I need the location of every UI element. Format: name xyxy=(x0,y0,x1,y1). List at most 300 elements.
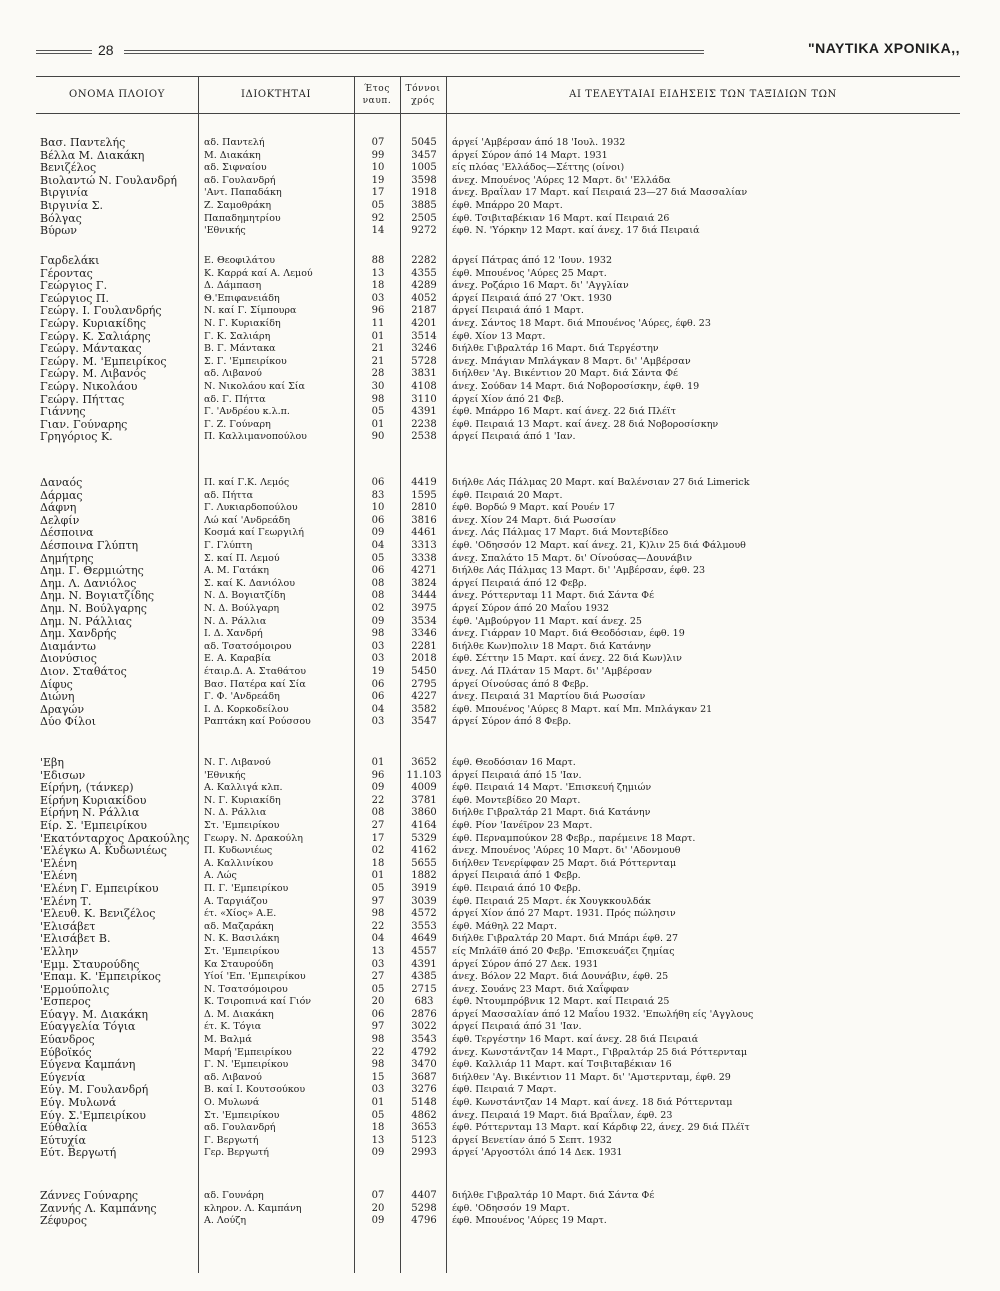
cell-name: Ζάννες Γούναρης xyxy=(40,1189,139,1202)
cell-owner: Ν. Νικολάου καί Σία xyxy=(204,380,305,392)
cell-news: διήλθεν Τενερίφφαν 25 Μαρτ. διά Ρόττερνταμ xyxy=(452,857,677,869)
table-row xyxy=(36,933,960,946)
cell-name: Δάρμας xyxy=(40,488,83,502)
cell-tons: 3514 xyxy=(411,330,437,342)
cell-name: Βιργινία Σ. xyxy=(40,198,103,212)
table-row xyxy=(36,225,960,238)
table-row xyxy=(36,833,960,846)
cell-name: Εύγενία xyxy=(40,1070,86,1084)
cell-name: 'Εβη xyxy=(40,756,65,769)
table-row xyxy=(36,984,960,997)
cell-news: άργεί Πάτρας άπό 12 'Ιουν. 1932 xyxy=(452,255,612,266)
cell-year: 06 xyxy=(371,678,385,690)
cell-year: 01 xyxy=(371,418,385,430)
cell-tons: 5045 xyxy=(411,137,437,148)
cell-tons: 3687 xyxy=(411,1071,437,1083)
cell-tons: 3346 xyxy=(411,628,437,640)
cell-name: Είρήνη Κυριακίδου xyxy=(40,793,147,807)
cell-year: 98 xyxy=(371,628,385,640)
cell-year: 06 xyxy=(371,514,385,526)
cell-news: άνεχ. Σούδαν 14 Μαρτ. διά Νοβοροσίσκην, έφθ. 19 xyxy=(452,380,700,392)
cell-owner: έτ. «Χίος» Α.Ε. xyxy=(204,908,277,920)
cell-name: 'Ελλην xyxy=(40,944,79,958)
cell-tons: 4649 xyxy=(411,933,437,945)
cell-name: Είρ. Σ. 'Εμπειρίκου xyxy=(40,818,147,832)
cell-owner: Γ. Κ. Σαλιάρη xyxy=(204,330,271,342)
cell-tons: 4009 xyxy=(411,782,437,794)
cell-tons: 2187 xyxy=(411,305,437,317)
table-row xyxy=(36,679,960,692)
cell-news: άνεχ. Κωνστάντζαν 14 Μαρτ., Γιβραλτάρ 25 διά Ρόττερνταμ xyxy=(452,1046,748,1058)
page-number: 28 xyxy=(98,42,114,58)
cell-name: 'Ελένη Γ. Εμπειρίκου xyxy=(40,881,159,895)
ship-group xyxy=(36,255,960,444)
cell-tons: 683 xyxy=(414,996,434,1008)
cell-owner: Σ. καί Κ. Δανιόλου xyxy=(204,577,296,589)
table-row xyxy=(36,578,960,591)
cell-name: Δημ. Γ. Θερμιώτης xyxy=(40,564,144,578)
cell-news: έφθ. Ν. 'Υόρκην 12 Μαρτ. καί άνεχ. 17 διά Πειραιά xyxy=(452,225,700,237)
cell-owner: Μ. Διακάκη xyxy=(204,149,261,161)
table-row xyxy=(36,565,960,578)
column-header-name: ΟΝΟΜΑ ΠΛΟΙΟΥ xyxy=(69,89,165,100)
cell-name: Είρήνη Ν. Ράλλια xyxy=(40,806,140,820)
cell-name: Ζαννής Λ. Καμπάνης xyxy=(40,1201,157,1215)
cell-owner: Α. Καλλινίκου xyxy=(204,857,274,869)
table-row xyxy=(36,305,960,318)
cell-tons: 2018 xyxy=(411,653,437,665)
cell-tons: 3543 xyxy=(411,1034,437,1046)
cell-news: έφθ. 'Οδησσόν 12 Μαρτ. καί άνεχ. 21, Κ)λιν 25 διά Φάλμουθ xyxy=(452,539,746,551)
cell-year: 96 xyxy=(371,769,385,781)
cell-year: 06 xyxy=(371,1008,385,1020)
cell-owner: Βασ. Πατέρα καί Σία xyxy=(204,678,306,690)
cell-tons: 4355 xyxy=(411,267,437,279)
cell-year: 97 xyxy=(371,1021,385,1033)
cell-year: 19 xyxy=(371,665,385,677)
cell-tons: 4391 xyxy=(411,406,437,418)
column-header-owner: ΙΔΙΟΚΤΗΤΑΙ xyxy=(240,89,312,100)
cell-owner: Μαρή 'Εμπειρίκου xyxy=(204,1046,292,1058)
cell-owner: Α. Λούζη xyxy=(204,1215,247,1227)
cell-tons: 4792 xyxy=(411,1046,437,1058)
cell-tons: 3110 xyxy=(411,393,437,405)
cell-year: 99 xyxy=(371,149,385,161)
table-row xyxy=(36,795,960,808)
cell-year: 09 xyxy=(371,527,385,539)
cell-year: 96 xyxy=(371,305,385,317)
cell-owner: Γ. Ν. 'Εμπειρίκου xyxy=(204,1059,289,1071)
cell-tons: 3444 xyxy=(411,590,437,602)
cell-tons: 3816 xyxy=(411,514,437,526)
cell-owner: αδ. Γουλανδρή xyxy=(204,174,276,186)
cell-news: άνεχ. Λάς Πάλμας 17 Μαρτ. διά Μοντεβίδεο xyxy=(452,527,669,539)
cell-owner: Γ. Γλύπτη xyxy=(204,539,253,551)
cell-news: άργεί Βενετίαν άπό 5 Σεπτ. 1932 xyxy=(452,1134,612,1146)
table-row xyxy=(36,406,960,419)
cell-owner: έταιρ.Δ. Α. Σταθάτου xyxy=(204,665,306,677)
cell-name: Γεώργ. Κυριακίδης xyxy=(40,316,147,330)
cell-year: 05 xyxy=(371,552,385,564)
table-row xyxy=(36,971,960,984)
table-row xyxy=(36,477,960,490)
cell-tons: 3276 xyxy=(411,1084,437,1096)
cell-year: 02 xyxy=(371,845,385,857)
cell-news: άνεχ. Μπουένος 'Αύρες 12 Μαρτ. δι' 'Ελλάδα xyxy=(452,174,671,186)
table-row xyxy=(36,820,960,833)
cell-news: άνεχ. Βραΐλαν 17 Μαρτ. καί Πειραιά 23—27 διά Μασσαλίαν xyxy=(452,187,748,199)
cell-owner: Α. Ταργιάζου xyxy=(204,895,268,907)
cell-tons: 3885 xyxy=(411,199,437,211)
cell-news: άνεχ. Σουάνς 23 Μαρτ. διά Χαΐφφαν xyxy=(452,983,630,995)
cell-news: έφθ. Μπάρρο 16 Μαρτ. καί άνεχ. 22 διά Πλέϊτ xyxy=(452,406,676,418)
cell-owner: Γ. Λυκιαρδοπούλου xyxy=(204,502,298,514)
cell-tons: 4227 xyxy=(411,691,437,703)
cell-owner: Ραπτάκη καί Ρούσσου xyxy=(204,716,311,728)
cell-tons: 3246 xyxy=(411,343,437,355)
table-row xyxy=(36,268,960,281)
table-row xyxy=(36,1059,960,1072)
cell-name: Γεώργ. Μ. Λιβανός xyxy=(40,367,147,381)
cell-owner: Ν. Δ. Βούλγαρη xyxy=(204,602,280,614)
cell-year: 03 xyxy=(371,640,385,652)
cell-news: έφθ. 'Αμβούργον 11 Μαρτ. καί άνεχ. 25 xyxy=(452,615,642,627)
cell-name: 'Ελισάβετ Β. xyxy=(40,932,111,946)
header-rule-middle xyxy=(124,50,704,51)
header-rule-middle-2 xyxy=(124,53,704,54)
cell-year: 98 xyxy=(371,393,385,405)
table-row xyxy=(36,490,960,503)
cell-owner: Δ. Μ. Διακάκη xyxy=(204,1008,274,1020)
cell-owner: Ε. Α. Καραβία xyxy=(204,653,272,665)
cell-news: άνεχ. Λά Πλάταν 15 Μαρτ. δι' 'Αμβέρσαν xyxy=(452,665,652,677)
cell-owner: Ν. Δ. Ράλλια xyxy=(204,807,267,819)
table-row xyxy=(36,896,960,909)
cell-year: 02 xyxy=(371,602,385,614)
cell-news: έφθ. Πειραιά 14 Μαρτ. 'Επισκευή ζημιών xyxy=(452,782,652,794)
cell-tons: 4108 xyxy=(411,380,437,392)
cell-news: διήλθεν 'Αγ. Βικέντιον 11 Μαρτ. δι' 'Αμστερνταμ, έφθ. 29 xyxy=(452,1071,731,1083)
cell-year: 04 xyxy=(371,933,385,945)
cell-news: έφθ. Μπουένος 'Αύρες 19 Μαρτ. xyxy=(452,1215,607,1227)
cell-name: Δαναός xyxy=(40,476,83,489)
cell-tons: 3919 xyxy=(411,882,437,894)
table-row xyxy=(36,318,960,331)
cell-tons: 1882 xyxy=(411,870,437,882)
cell-owner: Ε. Θεοφιλάτου xyxy=(204,255,275,266)
cell-news: διήλθε Κων)πολιν 18 Μαρτ. διά Κατάνην xyxy=(452,640,652,652)
cell-year: 14 xyxy=(371,225,385,237)
cell-owner: αδ. Πήττα xyxy=(204,489,254,501)
cell-news: άργεί 'Αργοστόλι άπό 14 Δεκ. 1931 xyxy=(452,1147,623,1159)
table-row xyxy=(36,381,960,394)
cell-owner: Β. Γ. Μάντακα xyxy=(204,343,276,355)
cell-news: άνεχ. Μπουένος 'Αύρες 10 Μαρτ. δι' 'Αδονμουθ xyxy=(452,845,681,857)
table-row xyxy=(36,1034,960,1047)
table-row xyxy=(36,162,960,175)
cell-year: 22 xyxy=(371,1046,385,1058)
cell-tons: 3781 xyxy=(411,794,437,806)
cell-news: είς Μπλάϊθ άπό 20 Φεβρ. 'Επισκευάζει ζημίας xyxy=(452,945,675,957)
cell-name: Γεώργ. Μ. 'Εμπειρίκος xyxy=(40,354,167,368)
table-row xyxy=(36,946,960,959)
cell-news: άργεί Σύρον άπό 27 Δεκ. 1931 xyxy=(452,958,599,970)
cell-tons: 2795 xyxy=(411,678,437,690)
table-row xyxy=(36,527,960,540)
cell-tons: 2876 xyxy=(411,1008,437,1020)
cell-year: 01 xyxy=(371,757,385,768)
cell-name: 'Ελισάβετ xyxy=(40,919,96,933)
cell-year: 21 xyxy=(371,355,385,367)
cell-tons: 5148 xyxy=(411,1097,437,1109)
ship-group xyxy=(36,1190,960,1228)
page-header xyxy=(36,40,960,64)
cell-tons: 4162 xyxy=(411,845,437,857)
cell-news: άργεί Πειραιά άπό 15 'Ιαν. xyxy=(452,769,582,781)
cell-tons: 11.103 xyxy=(406,769,442,781)
cell-owner: Στ. 'Εμπειρίκου xyxy=(204,819,280,831)
cell-owner: Σ. Γ. 'Εμπειρίκου xyxy=(204,355,287,367)
cell-owner: αδ. Σιφναίου xyxy=(204,162,267,174)
cell-year: 27 xyxy=(371,819,385,831)
cell-news: έφθ. Μάθηλ 22 Μαρτ. xyxy=(452,920,558,932)
table-row xyxy=(36,137,960,150)
cell-name: Γρηγόριος Κ. xyxy=(40,430,113,444)
cell-owner: Δ. Δάμπαση xyxy=(204,280,262,292)
table-row xyxy=(36,331,960,344)
cell-owner: Α. Καλλιγά κλπ. xyxy=(204,782,283,794)
cell-year: 98 xyxy=(371,1059,385,1071)
cell-owner: Γ. 'Ανδρέου κ.λ.π. xyxy=(204,406,290,418)
cell-news: διήλθε Λάς Πάλμας 20 Μαρτ. καί Βαλένσιαν 27 διά Limerick xyxy=(452,477,750,488)
cell-name: Δελφίν xyxy=(40,513,80,527)
cell-tons: 3553 xyxy=(411,920,437,932)
cell-news: άνεχ. Πειραιά 31 Μαρτίου διά Ρωσσίαν xyxy=(452,691,646,703)
cell-tons: 3598 xyxy=(411,174,437,186)
table-row xyxy=(36,540,960,553)
cell-name: Δύο Φίλοι xyxy=(40,715,96,729)
cell-owner: Κ. Καρρά καί Α. Λεμού xyxy=(204,267,313,279)
table-row xyxy=(36,845,960,858)
cell-name: Εύανδρος xyxy=(40,1033,95,1047)
cell-owner: Γ. Φ. 'Ανδρεάδη xyxy=(204,691,280,703)
cell-owner: Μ. Βαλμά xyxy=(204,1034,252,1046)
cell-year: 88 xyxy=(371,255,385,266)
cell-tons: 4572 xyxy=(411,908,437,920)
cell-name: 'Εκατόνταρχος Δρακούλης xyxy=(40,831,190,845)
cell-year: 05 xyxy=(371,882,385,894)
cell-name: Βόλγας xyxy=(40,211,82,225)
cell-news: διήλθε Γιβραλτάρ 20 Μαρτ. διά Μπάρι έφθ. 27 xyxy=(452,933,679,945)
cell-news: άργεί Πειραιά άπό 31 'Ιαν. xyxy=(452,1021,582,1033)
cell-news: άργεί Χίον άπό 27 Μαρτ. 1931. Πρός πώλησιν xyxy=(452,908,676,920)
table-row xyxy=(36,653,960,666)
cell-name: 'Ελένη xyxy=(40,869,78,883)
cell-year: 17 xyxy=(371,187,385,199)
table-row xyxy=(36,394,960,407)
cell-name: Γιαν. Γούναρης xyxy=(40,417,128,431)
cell-year: 10 xyxy=(371,162,385,174)
cell-name: Δημ. Ν. Βογιατζίδης xyxy=(40,589,155,603)
cell-news: άργεί Πειραιά άπό 1 Φεβρ. xyxy=(452,870,581,882)
table-row xyxy=(36,628,960,641)
cell-year: 92 xyxy=(371,212,385,224)
cell-year: 98 xyxy=(371,1034,385,1046)
cell-news: άνεχ. Ροζάριο 16 Μαρτ. δι' 'Αγγλίαν xyxy=(452,280,629,292)
cell-news: άργεί Πειραιά άπό 12 Φεβρ. xyxy=(452,577,587,589)
cell-name: Δραγών xyxy=(40,702,85,716)
cell-tons: 4419 xyxy=(411,477,437,488)
table-row xyxy=(36,807,960,820)
table-row xyxy=(36,419,960,432)
cell-tons: 3860 xyxy=(411,807,437,819)
cell-news: έφθ. Χίον 13 Μαρτ. xyxy=(452,330,546,342)
table-row xyxy=(36,515,960,528)
cell-news: έφθ. Κωνστάντζαν 14 Μαρτ. καί άνεχ. 18 διά Ρόττερνταμ xyxy=(452,1097,733,1109)
table-row xyxy=(36,213,960,226)
cell-name: Γεώργ. Κ. Σαλιάρης xyxy=(40,329,151,343)
cell-news: έφθ. Τσιβιταβέκιαν 16 Μαρτ. καί Πειραιά 26 xyxy=(452,212,670,224)
table-row xyxy=(36,1203,960,1216)
table-row xyxy=(36,921,960,934)
cell-owner: αδ. Γουλανδρή xyxy=(204,1122,276,1134)
cell-news: έφθ. Μπουένος 'Αύρες 8 Μαρτ. καί Μπ. Μπλάγκαν 21 xyxy=(452,703,713,715)
cell-news: άνεχ. Ρόττερνταμ 11 Μαρτ. διά Σάντα Φέ xyxy=(452,590,654,602)
cell-news: άργεί Χίον άπό 21 Φεβ. xyxy=(452,393,565,405)
cell-news: άνεχ. Μπάγιαν Μπλάγκαν 8 Μαρτ. δι' 'Αμβέρσαν xyxy=(452,355,691,367)
cell-name: Εύγ. Μυλωνά xyxy=(40,1096,117,1110)
cell-news: έφθ. Μπουένος 'Αύρες 25 Μαρτ. xyxy=(452,267,607,279)
cell-owner: Στ. 'Εμπειρίκου xyxy=(204,945,280,957)
table-row xyxy=(36,293,960,306)
cell-name: Δέσποινα xyxy=(40,526,94,540)
table-row xyxy=(36,1110,960,1123)
table-row xyxy=(36,1021,960,1034)
header-rule-left xyxy=(36,50,92,51)
cell-owner: Κα Σταυρούδη xyxy=(204,958,274,970)
cell-owner: αδ. Τσατσόμοιρου xyxy=(204,640,292,652)
cell-name: 'Ελένη xyxy=(40,856,78,870)
cell-tons: 3824 xyxy=(411,577,437,589)
cell-news: άνεχ. Χίον 24 Μαρτ. διά Ρωσσίαν xyxy=(452,514,616,526)
cell-news: άργεί Σύρον άπό 14 Μαρτ. 1931 xyxy=(452,149,608,161)
cell-name: Διώνη xyxy=(40,690,75,704)
cell-year: 98 xyxy=(371,908,385,920)
cell-news: άργεί Σύρον άπό 20 Μαΐου 1932 xyxy=(452,602,610,614)
cell-owner: Π. Καλλιμανοπούλου xyxy=(204,431,307,443)
table-row xyxy=(36,641,960,654)
cell-news: άνεχ. Βόλον 22 Μαρτ. διά Δουνάβιν, έφθ. 25 xyxy=(452,971,669,983)
cell-name: Γεώργ. Νικολάου xyxy=(40,379,138,393)
cell-year: 05 xyxy=(371,199,385,211)
cell-news: έφθ. 'Οδησσόν 19 Μαρτ. xyxy=(452,1202,570,1214)
cell-name: Ζέφυρος xyxy=(40,1214,87,1228)
cell-owner: Γεωργ. Ν. Δρακούλη xyxy=(204,832,303,844)
cell-tons: 3534 xyxy=(411,615,437,627)
cell-tons: 4164 xyxy=(411,819,437,831)
cell-owner: αδ. Μαζαράκη xyxy=(204,920,274,932)
cell-name: Βιργινία xyxy=(40,186,89,200)
cell-owner: αδ. Λιβανού xyxy=(204,1071,262,1083)
cell-name: Βέλλα Μ. Διακάκη xyxy=(40,148,145,162)
cell-name: Δέσποινα Γλύπτη xyxy=(40,538,139,552)
cell-name: Διον. Σταθάτος xyxy=(40,664,127,678)
cell-year: 05 xyxy=(371,983,385,995)
cell-year: 03 xyxy=(371,653,385,665)
cell-news: άργεί 'Αμβέρσαν άπό 18 'Ιουλ. 1932 xyxy=(452,137,626,148)
cell-year: 06 xyxy=(371,477,385,488)
cell-year: 28 xyxy=(371,368,385,380)
cell-news: έφθ. Μπάρρο 20 Μαρτ. xyxy=(452,199,563,211)
cell-owner: Θ.'Επιφανειάδη xyxy=(204,292,280,304)
table-row xyxy=(36,883,960,896)
cell-name: Δημ. Λ. Δανιόλος xyxy=(40,576,137,590)
cell-news: έφθ. Βορδώ 9 Μαρτ. καί Ρουέν 17 xyxy=(452,502,615,514)
cell-name: Δίφυς xyxy=(40,677,73,691)
cell-year: 18 xyxy=(371,857,385,869)
cell-news: έφθ. Πειραιά 13 Μαρτ. καί άνεχ. 28 διά Νοβοροσίσκην xyxy=(452,418,719,430)
table-row xyxy=(36,870,960,883)
cell-name: Εύγενα Καμπάνη xyxy=(40,1058,136,1072)
cell-tons: 4461 xyxy=(411,527,437,539)
cell-owner: Π. Γ. 'Εμπειρίκου xyxy=(204,882,289,894)
table-row xyxy=(36,757,960,770)
ship-group xyxy=(36,757,960,1160)
cell-year: 03 xyxy=(371,958,385,970)
cell-owner: Α. Λώς xyxy=(204,870,237,882)
cell-year: 08 xyxy=(371,590,385,602)
cell-name: Γεώργ. Μάντακας xyxy=(40,342,142,356)
cell-owner: Κ. Τσιροπινά καί Γιόν xyxy=(204,996,312,1008)
table-row xyxy=(36,343,960,356)
cell-news: άργεί Σύρον άπό 8 Φεβρ. xyxy=(452,716,572,728)
table-row xyxy=(36,908,960,921)
cell-name: 'Ερμούπολις xyxy=(40,982,110,996)
cell-tons: 2810 xyxy=(411,502,437,514)
cell-tons: 2505 xyxy=(411,212,437,224)
cell-news: διήλθε Γιβραλτάρ 21 Μαρτ. διά Κατάνην xyxy=(452,807,651,819)
cell-name: Γεώργιος Π. xyxy=(40,291,110,305)
cell-year: 15 xyxy=(371,1071,385,1083)
cell-tons: 4201 xyxy=(411,317,437,329)
cell-owner: αδ. Γουνάρη xyxy=(204,1190,264,1201)
table-row xyxy=(36,996,960,1009)
cell-name: 'Εσπερος xyxy=(40,995,91,1009)
cell-news: άνεχ. Γιάρραν 10 Μαρτ. διά Θεοδόσιαν, έφθ. 19 xyxy=(452,628,685,640)
cell-name: 'Επαμ. Κ. 'Εμπειρίκος xyxy=(40,970,161,984)
table-row xyxy=(36,187,960,200)
cell-tons: 2282 xyxy=(411,255,437,266)
table-row xyxy=(36,431,960,444)
cell-news: άνεχ. Σπαλάτο 15 Μαρτ. δι' Οίνούσας—Δουνάβιν xyxy=(452,552,692,564)
column-header-tons: Τόννοι χρός xyxy=(405,84,441,106)
cell-name: Εύγ. Σ.'Εμπειρίκου xyxy=(40,1108,146,1122)
cell-name: 'Εμμ. Σταυρούδης xyxy=(40,957,140,971)
cell-year: 09 xyxy=(371,615,385,627)
cell-year: 04 xyxy=(371,703,385,715)
cell-year: 09 xyxy=(371,1215,385,1227)
cell-year: 18 xyxy=(371,280,385,292)
table-row xyxy=(36,691,960,704)
cell-year: 08 xyxy=(371,807,385,819)
cell-owner: Ζ. Σαμοθράκη xyxy=(204,199,272,211)
table-row xyxy=(36,770,960,783)
cell-year: 01 xyxy=(371,870,385,882)
cell-owner: Α. Μ. Γατάκη xyxy=(204,565,269,577)
cell-tons: 4557 xyxy=(411,945,437,957)
table-row xyxy=(36,616,960,629)
cell-tons: 3652 xyxy=(411,757,437,768)
